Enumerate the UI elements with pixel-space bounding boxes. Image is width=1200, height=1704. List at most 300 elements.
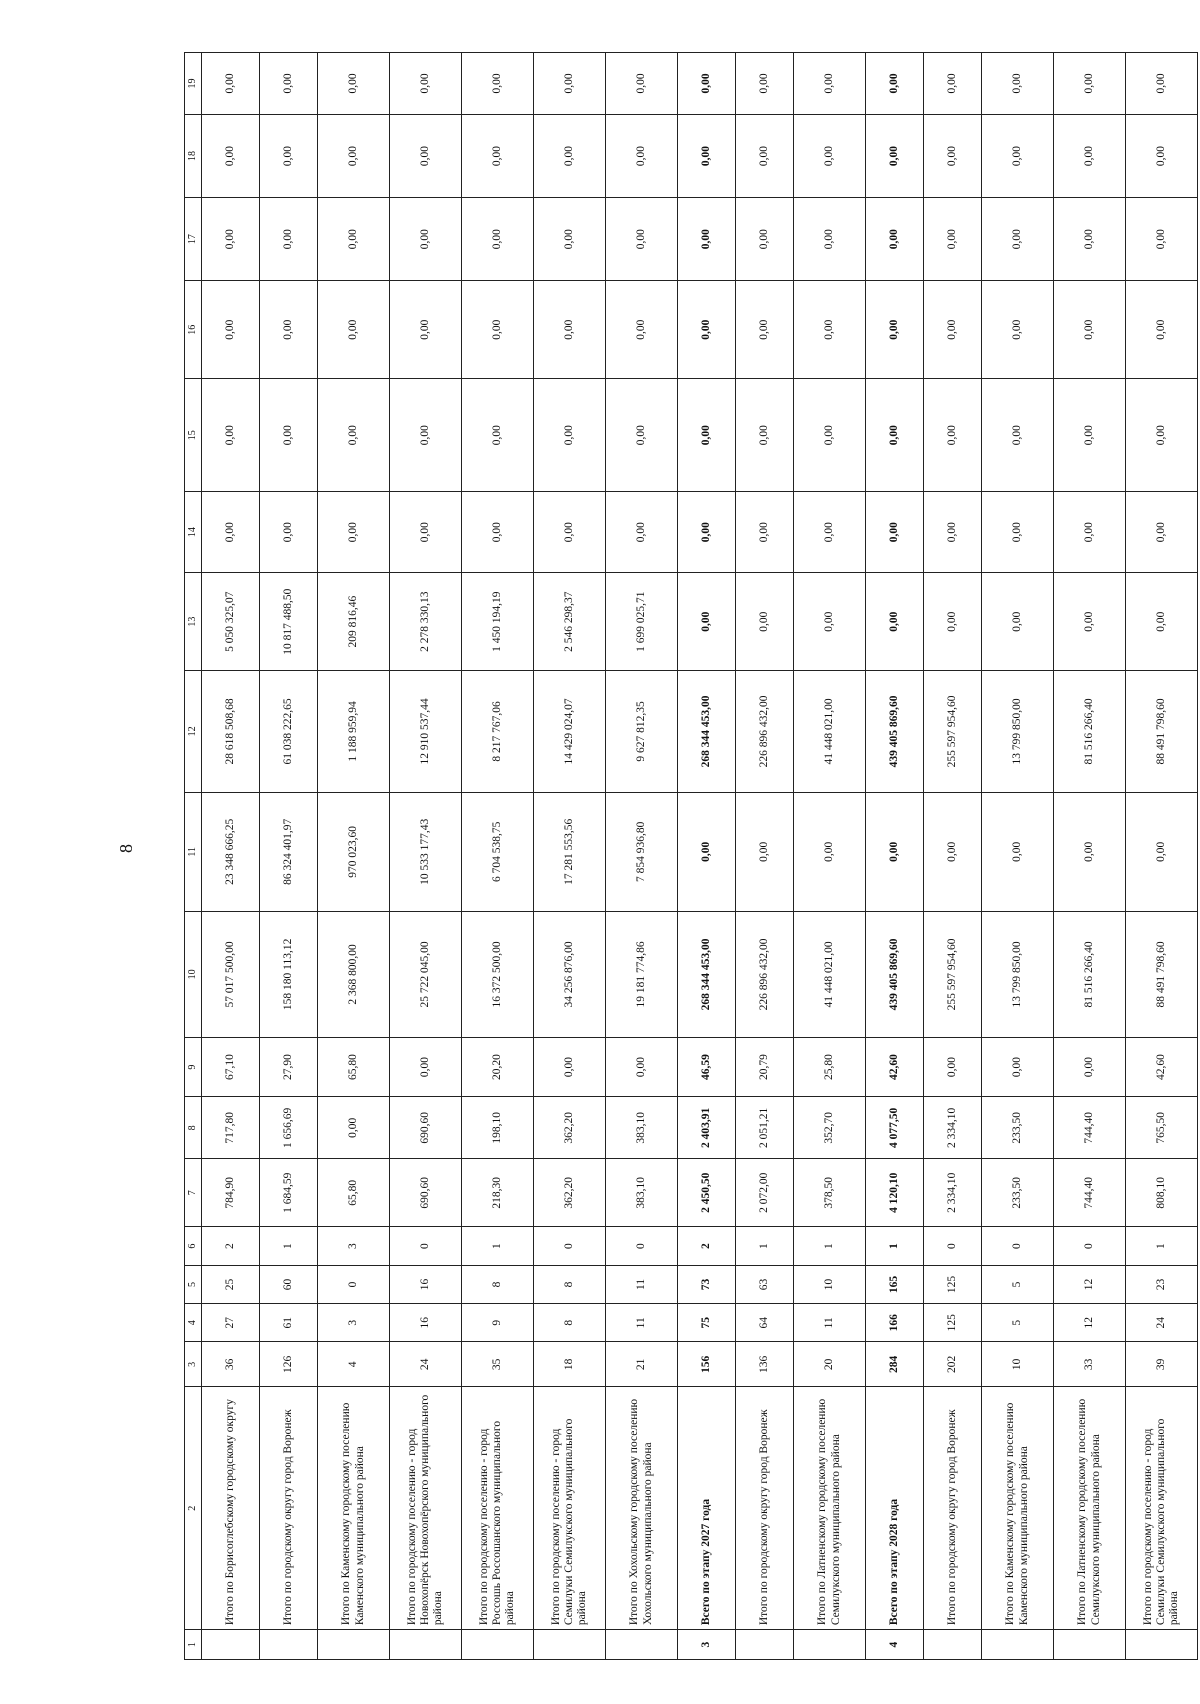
value-cell: 0,00 [736,198,794,281]
value-cell: 352,70 [794,1097,866,1159]
value-cell: 0 [534,1227,606,1265]
value-cell: 2 334,10 [924,1097,982,1159]
value-cell: 0,00 [866,281,924,379]
value-cell: 41 448 021,00 [794,912,866,1038]
value-cell: 0,00 [982,53,1054,115]
value-cell: 0,00 [678,114,736,197]
value-cell: 0,00 [318,198,390,281]
rotated-table-wrapper [184,52,1181,1660]
value-cell: 0,00 [202,114,260,197]
column-number-header [185,53,202,1660]
value-cell: 970 023,60 [318,792,390,911]
value-cell: 0,00 [794,792,866,911]
value-cell: 784,90 [202,1159,260,1227]
column-number-cell: 1 [185,1630,202,1660]
row-index-cell [982,1630,1054,1660]
value-cell: 9 [462,1304,534,1342]
value-cell: 0,00 [1054,492,1126,573]
column-number-cell: 19 [185,53,202,115]
value-cell: 0,00 [736,492,794,573]
column-number-cell: 13 [185,573,202,671]
value-cell: 0,00 [462,198,534,281]
value-cell: 0,00 [866,573,924,671]
value-cell: 0,00 [924,53,982,115]
value-cell: 24 [1126,1304,1198,1342]
value-cell: 0,00 [924,281,982,379]
value-cell: 255 597 954,60 [924,671,982,792]
resettlement-table [184,52,1198,1660]
value-cell: 3 [318,1227,390,1265]
value-cell: 0,00 [736,379,794,492]
value-cell: 16 [390,1265,462,1303]
column-number-cell: 9 [185,1037,202,1097]
value-cell: 0,00 [534,281,606,379]
column-number-cell: 10 [185,912,202,1038]
value-cell: 0,00 [1054,792,1126,911]
value-cell: 0,00 [1126,53,1198,115]
value-cell: 0 [1054,1227,1126,1265]
column-number-cell: 2 [185,1387,202,1630]
value-cell: 0,00 [606,379,678,492]
value-cell: 0,00 [678,379,736,492]
column-number-cell: 12 [185,671,202,792]
value-cell: 439 405 869,60 [866,912,924,1038]
value-cell: 125 [924,1304,982,1342]
value-cell: 0,00 [794,379,866,492]
row-index-cell: 3 [678,1630,736,1660]
value-cell: 88 491 798,60 [1126,912,1198,1038]
value-cell: 362,20 [534,1097,606,1159]
value-cell: 156 [678,1342,736,1387]
value-cell: 0,00 [678,53,736,115]
value-cell: 7 854 936,80 [606,792,678,911]
value-cell: 21 [606,1342,678,1387]
value-cell: 765,50 [1126,1097,1198,1159]
table-row [1126,53,1198,1660]
value-cell: 0,00 [462,53,534,115]
row-index-cell [736,1630,794,1660]
value-cell: 23 [1126,1265,1198,1303]
value-cell: 0,00 [202,379,260,492]
value-cell: 65,80 [318,1159,390,1227]
value-cell: 63 [736,1265,794,1303]
table-row [924,53,982,1660]
value-cell: 0,00 [534,492,606,573]
row-index-cell [606,1630,678,1660]
value-cell: 0,00 [1126,281,1198,379]
value-cell: 0,00 [678,573,736,671]
row-index-cell [794,1630,866,1660]
value-cell: 268 344 453,00 [678,671,736,792]
value-cell: 2 051,21 [736,1097,794,1159]
value-cell: 0,00 [1054,114,1126,197]
value-cell: 0,00 [866,492,924,573]
value-cell: 4 [318,1342,390,1387]
value-cell: 0,00 [866,53,924,115]
row-name-cell: Итого по Латненскому городскому поселению Семилукского муниципального района [794,1387,866,1630]
value-cell: 16 372 500,00 [462,912,534,1038]
value-cell: 33 [1054,1342,1126,1387]
value-cell: 13 799 850,00 [982,671,1054,792]
value-cell: 690,60 [390,1097,462,1159]
table-row [606,53,678,1660]
value-cell: 744,40 [1054,1159,1126,1227]
value-cell: 0,00 [924,114,982,197]
value-cell: 0,00 [1126,792,1198,911]
value-cell: 0,00 [1126,198,1198,281]
value-cell: 0,00 [678,492,736,573]
column-number-cell: 8 [185,1097,202,1159]
value-cell: 20,79 [736,1037,794,1097]
column-number-cell: 14 [185,492,202,573]
row-index-cell [462,1630,534,1660]
value-cell: 0,00 [534,198,606,281]
value-cell: 0,00 [678,281,736,379]
row-name-cell: Итого по городскому округу город Воронеж [924,1387,982,1630]
table-total-row [678,53,736,1660]
row-name-cell: Всего по этапу 2028 года [866,1387,924,1630]
value-cell: 0,00 [982,114,1054,197]
value-cell: 4 120,10 [866,1159,924,1227]
value-cell: 14 429 024,07 [534,671,606,792]
value-cell: 383,10 [606,1097,678,1159]
row-index-cell [202,1630,260,1660]
value-cell: 0,00 [924,1037,982,1097]
value-cell: 0,00 [982,792,1054,911]
value-cell: 0,00 [1054,379,1126,492]
value-cell: 10 [794,1265,866,1303]
value-cell: 57 017 500,00 [202,912,260,1038]
row-index-cell [1054,1630,1126,1660]
value-cell: 158 180 113,12 [260,912,318,1038]
value-cell: 0,00 [678,792,736,911]
value-cell: 2 546 298,37 [534,573,606,671]
value-cell: 0,00 [1054,281,1126,379]
value-cell: 202 [924,1342,982,1387]
table-body [185,53,1198,1660]
value-cell: 198,10 [462,1097,534,1159]
value-cell: 0,00 [390,1037,462,1097]
value-cell: 0,00 [534,1037,606,1097]
value-cell: 25 [202,1265,260,1303]
value-cell: 0,00 [534,114,606,197]
value-cell: 126 [260,1342,318,1387]
value-cell: 27,90 [260,1037,318,1097]
value-cell: 5 050 325,07 [202,573,260,671]
value-cell: 0,00 [1126,114,1198,197]
row-name-cell: Итого по городскому округу город Воронеж [736,1387,794,1630]
value-cell: 86 324 401,97 [260,792,318,911]
value-cell: 0,00 [866,792,924,911]
value-cell: 0,00 [462,379,534,492]
value-cell: 0,00 [982,198,1054,281]
value-cell: 12 910 537,44 [390,671,462,792]
value-cell: 0,00 [1054,1037,1126,1097]
value-cell: 0,00 [606,1037,678,1097]
table-row [462,53,534,1660]
value-cell: 0,00 [1126,573,1198,671]
value-cell: 39 [1126,1342,1198,1387]
value-cell: 24 [390,1342,462,1387]
value-cell: 46,59 [678,1037,736,1097]
row-index-cell [924,1630,982,1660]
row-name-cell: Всего по этапу 2027 года [678,1387,736,1630]
row-index-cell [390,1630,462,1660]
column-number-cell: 3 [185,1342,202,1387]
value-cell: 0,00 [318,53,390,115]
value-cell: 808,10 [1126,1159,1198,1227]
value-cell: 13 799 850,00 [982,912,1054,1038]
value-cell: 35 [462,1342,534,1387]
row-name-cell: Итого по Латненскому городскому поселению Семилукского муниципального района [1054,1387,1126,1630]
value-cell: 0,00 [202,53,260,115]
value-cell: 3 [318,1304,390,1342]
value-cell: 16 [390,1304,462,1342]
value-cell: 25 722 045,00 [390,912,462,1038]
value-cell: 1 [736,1227,794,1265]
value-cell: 0 [318,1265,390,1303]
row-index-cell: 4 [866,1630,924,1660]
column-number-cell: 17 [185,198,202,281]
value-cell: 0,00 [866,379,924,492]
table-total-row [866,53,924,1660]
value-cell: 5 [982,1265,1054,1303]
row-name-cell: Итого по городскому поселению - город Семилуки Семилукского муниципального района [1126,1387,1198,1630]
table-row [318,53,390,1660]
value-cell: 0,00 [982,281,1054,379]
value-cell: 0,00 [736,281,794,379]
value-cell: 744,40 [1054,1097,1126,1159]
column-number-cell: 5 [185,1265,202,1303]
page-number: 8 [116,844,136,853]
value-cell: 11 [606,1265,678,1303]
row-name-cell: Итого по Хохольскому городскому поселению Хохольского муниципального района [606,1387,678,1630]
value-cell: 0,00 [318,1097,390,1159]
value-cell: 1 [260,1227,318,1265]
value-cell: 0 [606,1227,678,1265]
value-cell: 4 077,50 [866,1097,924,1159]
value-cell: 233,50 [982,1159,1054,1227]
value-cell: 0,00 [1054,198,1126,281]
table-row [202,53,260,1660]
value-cell: 0,00 [606,281,678,379]
value-cell: 0,00 [260,492,318,573]
value-cell: 1 656,69 [260,1097,318,1159]
value-cell: 0,00 [202,281,260,379]
value-cell: 0,00 [202,198,260,281]
value-cell: 383,10 [606,1159,678,1227]
column-number-cell: 15 [185,379,202,492]
value-cell: 0,00 [260,281,318,379]
value-cell: 8 217 767,06 [462,671,534,792]
row-index-cell [1126,1630,1198,1660]
column-number-cell: 7 [185,1159,202,1227]
column-number-cell: 6 [185,1227,202,1265]
value-cell: 0,00 [1054,573,1126,671]
value-cell: 0,00 [736,53,794,115]
row-name-cell: Итого по городскому поселению - город Новохопёрск Новохопёрского муниципального района [390,1387,462,1630]
value-cell: 1 [794,1227,866,1265]
value-cell: 1 [866,1227,924,1265]
value-cell: 12 [1054,1304,1126,1342]
value-cell: 0,00 [390,281,462,379]
value-cell: 8 [534,1304,606,1342]
value-cell: 2 072,00 [736,1159,794,1227]
value-cell: 0,00 [982,379,1054,492]
value-cell: 0,00 [866,114,924,197]
value-cell: 34 256 876,00 [534,912,606,1038]
value-cell: 2 368 800,00 [318,912,390,1038]
table-row [390,53,462,1660]
value-cell: 439 405 869,60 [866,671,924,792]
value-cell: 0 [390,1227,462,1265]
value-cell: 1 450 194,19 [462,573,534,671]
table-row [982,53,1054,1660]
value-cell: 1 699 025,71 [606,573,678,671]
value-cell: 0 [982,1227,1054,1265]
value-cell: 0,00 [606,114,678,197]
value-cell: 0,00 [606,198,678,281]
value-cell: 0,00 [924,792,982,911]
value-cell: 28 618 508,68 [202,671,260,792]
value-cell: 136 [736,1342,794,1387]
value-cell: 284 [866,1342,924,1387]
value-cell: 0,00 [390,53,462,115]
row-index-cell [260,1630,318,1660]
value-cell: 0,00 [794,573,866,671]
value-cell: 0,00 [606,53,678,115]
value-cell: 2 450,50 [678,1159,736,1227]
value-cell: 0,00 [736,792,794,911]
value-cell: 36 [202,1342,260,1387]
table-row [1054,53,1126,1660]
value-cell: 0,00 [260,198,318,281]
value-cell: 6 704 538,75 [462,792,534,911]
value-cell: 0,00 [534,379,606,492]
table-row [534,53,606,1660]
value-cell: 690,60 [390,1159,462,1227]
value-cell: 10 533 177,43 [390,792,462,911]
row-index-cell [318,1630,390,1660]
row-name-cell: Итого по Борисоглебскому городскому округу [202,1387,260,1630]
value-cell: 61 038 222,65 [260,671,318,792]
value-cell: 0,00 [982,573,1054,671]
value-cell: 42,60 [1126,1037,1198,1097]
value-cell: 165 [866,1265,924,1303]
value-cell: 75 [678,1304,736,1342]
value-cell: 255 597 954,60 [924,912,982,1038]
column-number-cell: 11 [185,792,202,911]
value-cell: 64 [736,1304,794,1342]
value-cell: 25,80 [794,1037,866,1097]
value-cell: 0,00 [794,198,866,281]
value-cell: 0,00 [462,281,534,379]
value-cell: 0,00 [390,492,462,573]
value-cell: 2 403,91 [678,1097,736,1159]
row-index-cell [534,1630,606,1660]
value-cell: 0,00 [736,114,794,197]
value-cell: 226 896 432,00 [736,671,794,792]
value-cell: 0,00 [1054,53,1126,115]
value-cell: 0,00 [202,492,260,573]
value-cell: 0,00 [318,114,390,197]
value-cell: 17 281 553,56 [534,792,606,911]
value-cell: 0,00 [982,1037,1054,1097]
value-cell: 20 [794,1342,866,1387]
value-cell: 2 [678,1227,736,1265]
value-cell: 19 181 774,86 [606,912,678,1038]
value-cell: 27 [202,1304,260,1342]
value-cell: 0,00 [866,198,924,281]
value-cell: 0,00 [462,492,534,573]
value-cell: 5 [982,1304,1054,1342]
row-name-cell: Итого по Каменскому городскому поселению Каменского муниципального района [982,1387,1054,1630]
value-cell: 0,00 [678,198,736,281]
value-cell: 0,00 [318,379,390,492]
value-cell: 0,00 [924,573,982,671]
value-cell: 268 344 453,00 [678,912,736,1038]
value-cell: 0,00 [736,573,794,671]
value-cell: 233,50 [982,1097,1054,1159]
value-cell: 12 [1054,1265,1126,1303]
table-row [794,53,866,1660]
value-cell: 8 [534,1265,606,1303]
value-cell: 0,00 [260,53,318,115]
value-cell: 23 348 666,25 [202,792,260,911]
value-cell: 0,00 [982,492,1054,573]
value-cell: 226 896 432,00 [736,912,794,1038]
value-cell: 10 817 488,50 [260,573,318,671]
value-cell: 42,60 [866,1037,924,1097]
value-cell: 0,00 [318,281,390,379]
row-name-cell: Итого по Каменскому городскому поселению Каменского муниципального района [318,1387,390,1630]
value-cell: 0,00 [462,114,534,197]
value-cell: 81 516 266,40 [1054,671,1126,792]
value-cell: 2 [202,1227,260,1265]
value-cell: 0,00 [794,492,866,573]
value-cell: 41 448 021,00 [794,671,866,792]
row-name-cell: Итого по городскому округу город Воронеж [260,1387,318,1630]
value-cell: 8 [462,1265,534,1303]
value-cell: 0,00 [390,198,462,281]
value-cell: 0,00 [924,492,982,573]
value-cell: 0 [924,1227,982,1265]
value-cell: 1 188 959,94 [318,671,390,792]
value-cell: 9 627 812,35 [606,671,678,792]
value-cell: 125 [924,1265,982,1303]
value-cell: 61 [260,1304,318,1342]
value-cell: 378,50 [794,1159,866,1227]
column-number-cell: 16 [185,281,202,379]
value-cell: 60 [260,1265,318,1303]
row-name-cell: Итого по городскому поселению - город Россошь Россошанского муниципального района [462,1387,534,1630]
value-cell: 0,00 [390,114,462,197]
value-cell: 0,00 [1126,379,1198,492]
value-cell: 0,00 [534,53,606,115]
value-cell: 81 516 266,40 [1054,912,1126,1038]
column-number-cell: 18 [185,114,202,197]
value-cell: 11 [606,1304,678,1342]
value-cell: 0,00 [318,492,390,573]
value-cell: 0,00 [606,492,678,573]
value-cell: 20,20 [462,1037,534,1097]
value-cell: 88 491 798,60 [1126,671,1198,792]
value-cell: 209 816,46 [318,573,390,671]
value-cell: 0,00 [260,379,318,492]
value-cell: 166 [866,1304,924,1342]
value-cell: 0,00 [794,53,866,115]
value-cell: 362,20 [534,1159,606,1227]
